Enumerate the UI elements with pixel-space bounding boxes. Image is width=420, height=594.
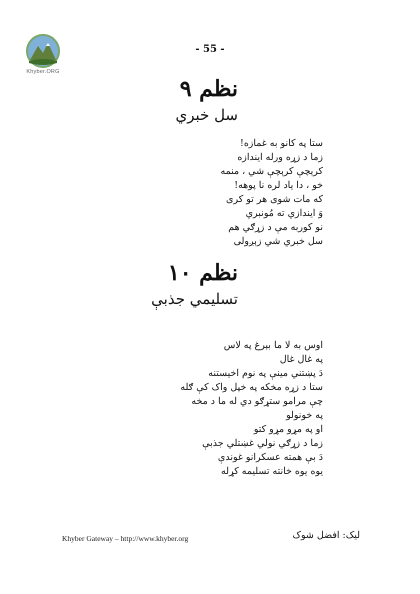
verse-line: دَ بې همته عسکرانو غوندې: [217, 452, 323, 463]
poem-verses: [180, 339, 323, 479]
page-number: - 55 -: [195, 44, 225, 55]
verse-line: او په مړو مړو کتو: [253, 424, 323, 435]
footer-author: لیک: افضل شوک: [292, 530, 360, 541]
poem-title: نظم ۱۰: [167, 260, 238, 286]
verse-line: زما د زړګي نولي غښتلي جذبې: [202, 438, 323, 449]
verse-line: کرېچې کرېچې شي ، منمه: [220, 166, 323, 177]
verse-line: نو کوربه مې د زړګي هم: [228, 222, 323, 233]
verse-line: دَ پښتني مینې په نوم اخیستنه: [208, 368, 323, 379]
poem-subtitle: سل خبري: [175, 106, 238, 124]
poem-title: نظم ۹: [179, 76, 238, 102]
verse-line: ستا په کانو به غمازه!: [240, 138, 323, 149]
verse-line: خو ، دا یاد لره نا پوهه!: [234, 180, 323, 191]
poem-subtitle: تسلیمي جذبې: [151, 290, 238, 308]
verse-line: که مات شوی هر تو کری: [226, 194, 323, 205]
verse-line: وَ ایندازي ته مُونبري: [245, 208, 323, 219]
verse-line: اوس به لا ما بېرغ په لاس: [223, 340, 323, 351]
verse-line: یوه یوه خانته تسلیمه کړله: [221, 466, 323, 477]
footer-website: Khyber Gateway – http://www.khyber.org: [62, 534, 189, 543]
verse-line: په خونولو: [286, 410, 323, 421]
poem-verses: [221, 137, 323, 249]
verse-line: په غال غال: [279, 354, 323, 365]
verse-line: سل خبري شي زېږولی: [233, 236, 323, 247]
verse-line: ستا د زړه مخکه په خپل واک کې ګله: [180, 382, 323, 393]
logo-caption: Khyber.ORG: [26, 69, 60, 75]
verse-line: زما د زړه ورله ایندازه: [237, 152, 323, 163]
verse-line: چې مرامو ستړګو دي له ما د مخه: [191, 396, 323, 407]
